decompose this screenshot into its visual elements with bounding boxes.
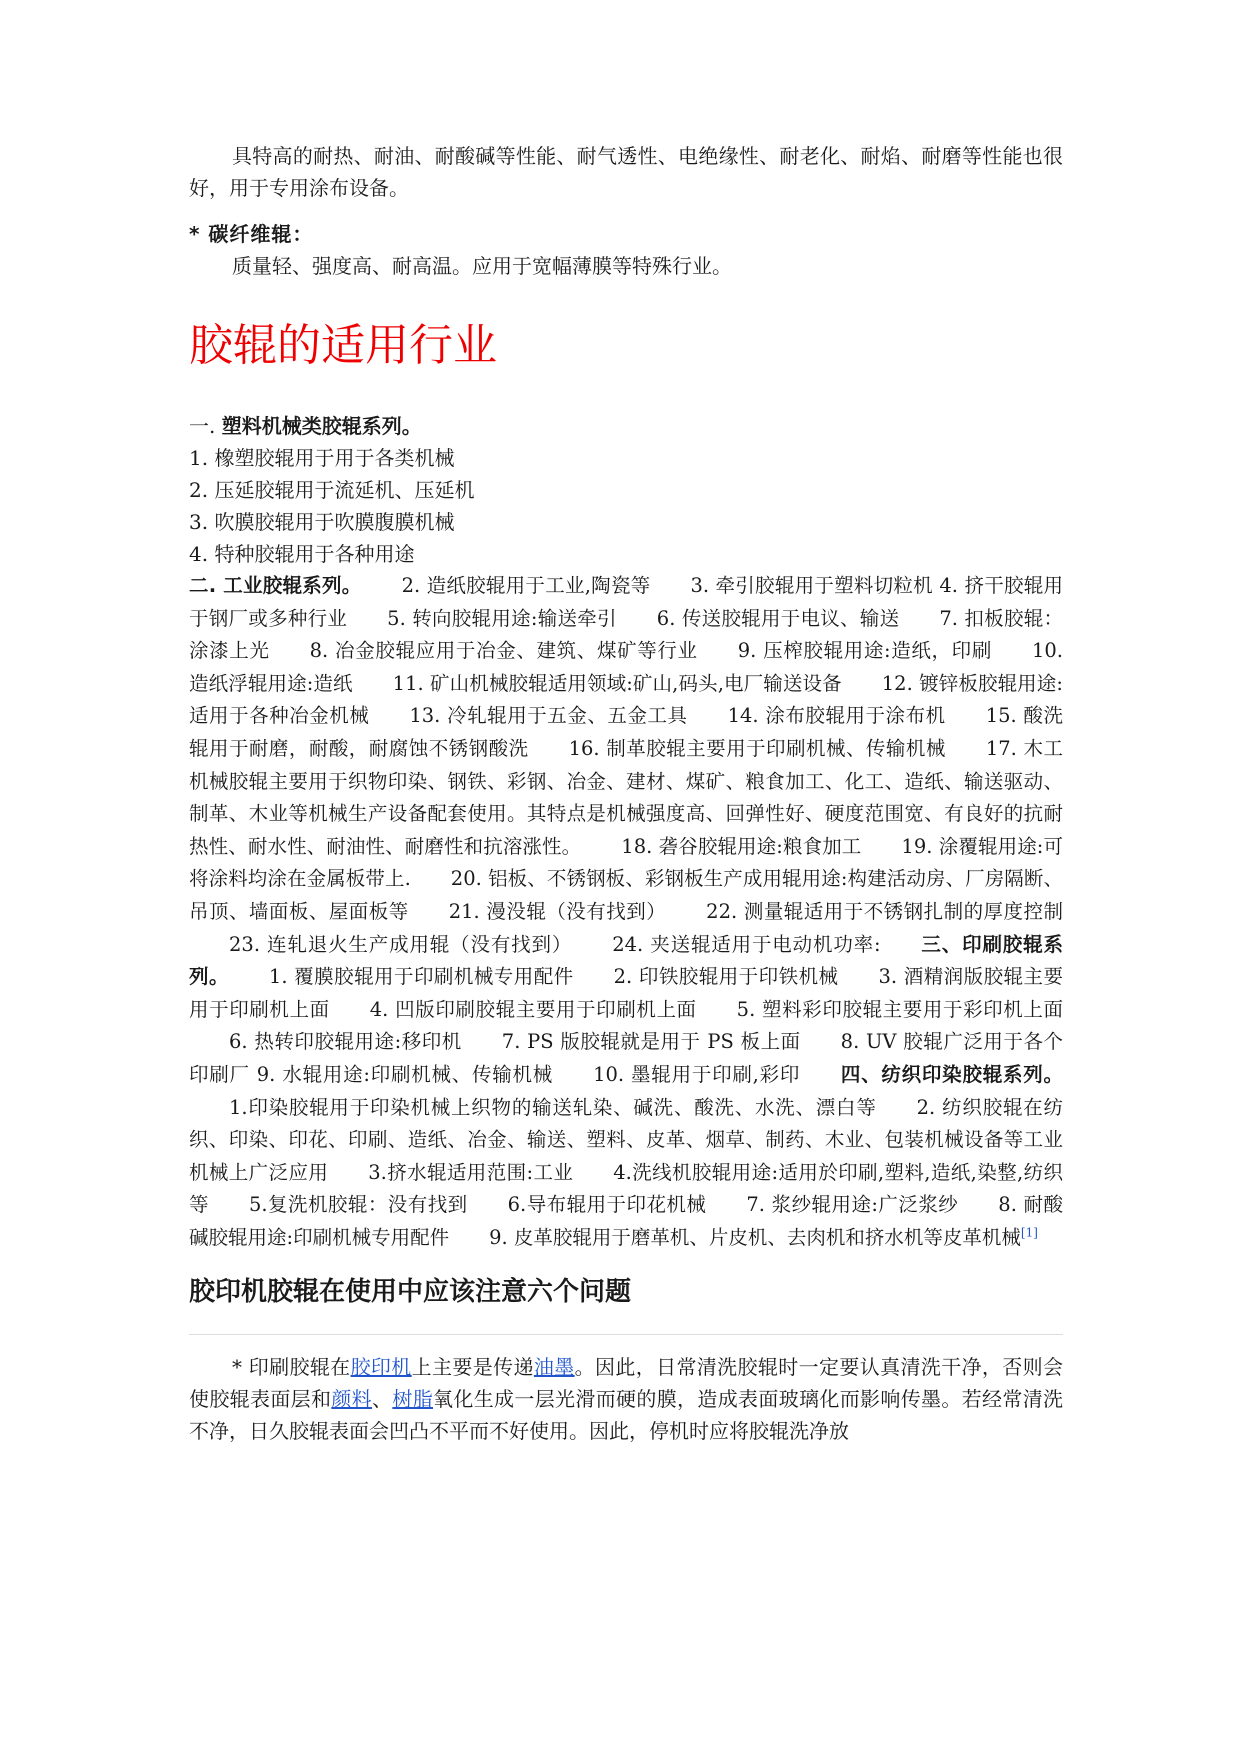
list-item: 2. 压延胶辊用于流延机、压延机 — [189, 478, 475, 502]
industrial-item: 7. 扣板胶辊：涂漆上光 — [189, 606, 1063, 663]
divider — [189, 1334, 1063, 1335]
industrial-item: 18. 砻谷胶辊用途:粮食加工 — [621, 834, 862, 858]
textile-item: 9. 皮革胶辊用于磨革机、片皮机、去肉机和挤水机等皮革机械 — [489, 1225, 1021, 1249]
printing-item: 4. 凹版印刷胶辊主要用于印刷机上面 — [369, 997, 697, 1021]
industrial-item: 9. 压榨胶辊用途:造纸，印刷 — [737, 639, 992, 663]
industrial-item: 15. 酸洗辊用于耐磨，耐酸，耐腐蚀不锈钢酸洗 — [189, 704, 1063, 760]
industrial-item: 2. 造纸胶辊用于工业,陶瓷等 — [401, 574, 651, 597]
section-title: 胶辊的适用行业 — [189, 320, 497, 371]
industrial-item: 8. 冶金胶辊应用于冶金、建筑、煤矿等行业 — [309, 639, 698, 663]
textile-item: 6.导布辊用于印花机械 — [507, 1193, 707, 1217]
industrial-item: 23. 连轧退火生产成用辊（没有找到） — [229, 932, 573, 956]
industrial-item: 21. 漫没辊（没有找到） — [448, 899, 667, 923]
link-resin[interactable]: 树脂 — [392, 1387, 434, 1412]
industrial-item: 11. 矿山机械胶辊适用领域:矿山,码头,电厂输送设备 — [392, 671, 842, 695]
plastics-heading: 一. 塑料机械类胶辊系列。 — [189, 414, 422, 438]
industrial-item: 4. 挤干胶辊用于钢厂或多种行业 — [189, 574, 1064, 630]
document-content — [189, 140, 1063, 1447]
list-item: 4. 特种胶辊用于各种用途 — [189, 542, 415, 566]
printing-item: 10. 墨辊用于印刷,彩印 — [593, 1062, 801, 1086]
section2-title: 胶印机胶辊在使用中应该注意六个问题 — [189, 1277, 632, 1308]
industrial-item: 17. 木工机械胶辊主要用于织物印染、钢铁、彩钢、冶金、建材、煤矿、粮食加工、化工、造纸、输送驱动、制革、木业等机械生产设备配套使用。其特点是机械强度高、回弹性好、硬度范围宽、有良好的抗耐热性、耐水性、耐油性、耐磨性和抗溶涨性。 — [189, 736, 1063, 858]
printing-item: 1. 覆膜胶辊用于印刷机械专用配件 — [268, 965, 574, 989]
industrial-item: 5. 转向胶辊用途:输送牵引 — [387, 606, 617, 630]
industrial-item: 19. 涂覆辊用途:可将涂料均涂在金属板带上. — [189, 834, 1063, 891]
link-offset-press[interactable]: 胶印机 — [350, 1355, 412, 1380]
textile-item: 4.洗线机胶辊用途:适用於印刷,塑料,造纸,染整,纺织等 — [189, 1160, 1063, 1217]
printing-item: 2. 印铁胶辊用于印铁机械 — [613, 965, 839, 989]
textile-item: 5.复洗机胶辊：没有找到 — [248, 1193, 468, 1217]
printing-item: 7. PS 版胶辊就是用于 PS 板上面 — [501, 1030, 801, 1054]
industrial-item: 13. 冷轧辊用于五金、五金工具 — [409, 704, 688, 728]
industrial-item: 24. 夹送辊适用于电动机功率: — [612, 932, 881, 956]
industrial-item: 14. 涂布胶辊用于涂布机 — [727, 704, 946, 728]
intro-paragraph: 具特高的耐热、耐油、耐酸碱等性能、耐气透性、电绝缘性、耐老化、耐焰、耐磨等性能也很好，用于专用涂布设备。 — [189, 144, 1063, 200]
section2-paragraph: * 印刷胶辊在胶印机上主要是传递油墨。因此，日常清洗胶辊时一定要认真清洗干净，否则会使胶辊表面层和颜料、树脂氧化生成一层光滑而硬的膜，造成表面玻璃化而影响传墨。若经常清洗不净，日久胶辊表面会凹凸不平而不好使用。因此，停机时应将胶辊洗净放 — [189, 1355, 1064, 1444]
printing-item: 8. UV 胶辊广泛用于各个印刷厂 — [189, 1030, 1063, 1086]
textile-item: 7. 浆纱辊用途:广泛浆纱 — [746, 1193, 959, 1217]
textile-item: 3.挤水辊适用范围:工业 — [368, 1160, 574, 1184]
textile-heading: 四、纺织印染胶辊系列。 — [840, 1062, 1063, 1086]
textile-item: 2. 纺织胶辊在纺织、印染、印花、印刷、造纸、冶金、输送、塑料、皮革、烟草、制药、木业、包装机械设备等工业机械上广泛应用 — [189, 1095, 1063, 1184]
industrial-item: 22. 测量辊适用于不锈钢扎制的厚度控制 — [706, 899, 1063, 923]
plastics-machinery-list — [189, 410, 1063, 570]
industrial-item: 6. 传送胶辊用于电议、输送 — [656, 606, 900, 630]
reference-link[interactable]: [1] — [1020, 1225, 1038, 1240]
industrial-item: 3. 牵引胶辊用于塑料切粒机 — [690, 574, 933, 597]
carbon-fiber-roller-description: 质量轻、强度高、耐高温。应用于宽幅薄膜等特殊行业。 — [232, 254, 732, 278]
printing-item: 5. 塑料彩印胶辊主要用于彩印机上面 — [736, 997, 1063, 1021]
industrial-item: 16. 制革胶辊主要用于印刷机械、传输机械 — [568, 736, 946, 760]
printing-item: 9. 水辊用途:印刷机械、传输机械 — [256, 1062, 554, 1086]
link-pigment[interactable]: 颜料 — [331, 1387, 373, 1412]
printing-item: 3. 酒精润版胶辊主要用于印刷机上面 — [189, 965, 1063, 1021]
industrial-item: 10. 造纸浮辊用途:造纸 — [189, 639, 1063, 695]
industrial-item: 12. 镀锌板胶辊用途:适用于各种冶金机械 — [189, 671, 1063, 728]
textile-item: 8. 耐酸碱胶辊用途:印刷机械专用配件 — [189, 1193, 1064, 1249]
printing-heading: 三、印刷胶辊系列。 — [189, 932, 1063, 989]
printing-item: 6. 热转印胶辊用途:移印机 — [229, 1030, 462, 1054]
textile-item: 1.印染胶辊用于印染机械上织物的输送轧染、碱洗、酸洗、水洗、漂白等 — [229, 1095, 877, 1119]
applications-paragraph — [189, 570, 1063, 1254]
carbon-fiber-roller-heading: * 碳纤维辊： — [189, 222, 314, 246]
list-item: 3. 吹膜胶辊用于吹膜腹膜机械 — [189, 510, 455, 534]
link-ink[interactable]: 油墨 — [533, 1355, 575, 1380]
industrial-item: 20. 铝板、不锈钢板、彩钢板生产成用辊用途:构建活动房、厂房隔断、吊顶、墙面板、屋面板等 — [189, 867, 1063, 923]
list-item: 1. 橡塑胶辊用于用于各类机械 — [189, 446, 455, 470]
industrial-heading: 二. 工业胶辊系列。 — [189, 574, 362, 597]
